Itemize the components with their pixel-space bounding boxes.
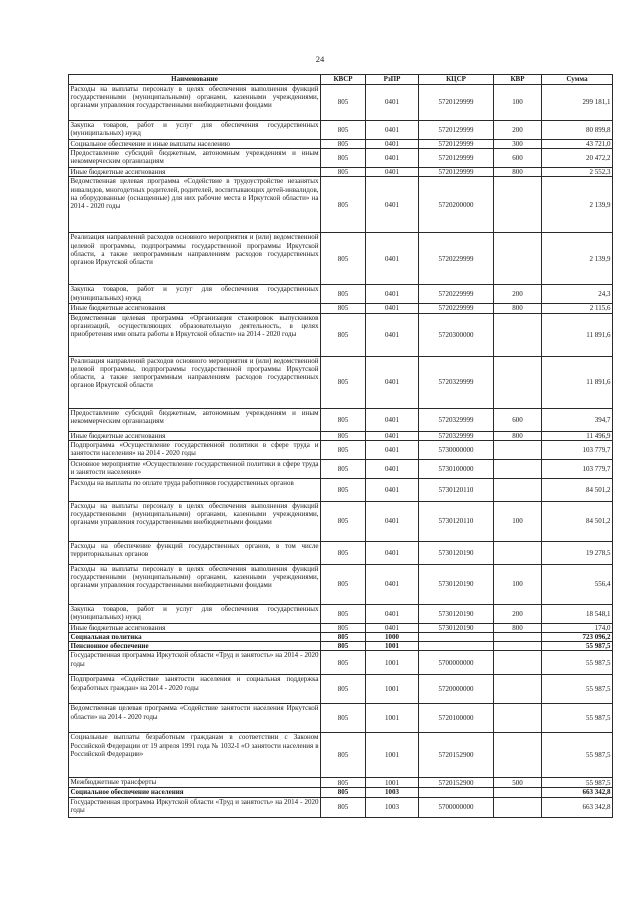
header-name: Наименование bbox=[69, 75, 321, 85]
cell-kvsr: 805 bbox=[321, 431, 366, 440]
cell-name: Подпрограмма «Осуществление государственной политики в сфере труда и занятости населения» на 2014 - 2020 годы bbox=[69, 440, 321, 459]
cell-kvr bbox=[494, 313, 542, 356]
cell-sum: 84 501,2 bbox=[542, 501, 613, 541]
cell-sum: 55 987,5 bbox=[542, 651, 613, 675]
cell-rzpr: 0401 bbox=[366, 478, 419, 501]
cell-rzpr: 1001 bbox=[366, 704, 419, 733]
cell-kcsr bbox=[419, 633, 494, 642]
cell-sum: 299 181,1 bbox=[542, 85, 613, 121]
table-row bbox=[69, 304, 613, 313]
cell-rzpr: 0401 bbox=[366, 85, 419, 121]
cell-kvsr: 805 bbox=[321, 313, 366, 356]
table-row bbox=[69, 285, 613, 304]
cell-sum: 103 779,7 bbox=[542, 440, 613, 459]
cell-kvr: 600 bbox=[494, 149, 542, 168]
cell-name: Предоставление субсидий бюджетным, автономным учреждениям и иным некоммерческим организациям bbox=[69, 149, 321, 168]
cell-rzpr: 1000 bbox=[366, 633, 419, 642]
cell-name: Социальные выплаты безработным гражданам в соответствии с Законом Российской Федерации от 19 апреля 1991 года № 1032-I «О занятости населения в Российской Федерации» bbox=[69, 733, 321, 778]
cell-kvsr: 805 bbox=[321, 733, 366, 778]
cell-name: Закупка товаров, работ и услуг для обеспечения государственных (муниципальных) нужд bbox=[69, 285, 321, 304]
cell-name: Расходы на выплаты персоналу в целях обеспечения выполнения функций государственными (муниципальными) органами, казенными учреждениями, органами управления государственными внебюджетными фондами bbox=[69, 564, 321, 604]
cell-kvsr: 805 bbox=[321, 704, 366, 733]
cell-kvr: 800 bbox=[494, 304, 542, 313]
table-row bbox=[69, 704, 613, 733]
cell-rzpr: 1003 bbox=[366, 788, 419, 797]
cell-rzpr: 0401 bbox=[366, 121, 419, 140]
cell-kvsr: 805 bbox=[321, 304, 366, 313]
cell-sum: 2 139,9 bbox=[542, 233, 613, 285]
cell-kvr: 300 bbox=[494, 140, 542, 149]
cell-rzpr: 0401 bbox=[366, 304, 419, 313]
cell-name: Расходы на выплаты персоналу в целях обеспечения выполнения функций государственными (муниципальными) органами, казенными учреждениями, органами управления государственными внебюджетными фондами bbox=[69, 85, 321, 121]
cell-name: Социальное обеспечение населения bbox=[69, 788, 321, 797]
cell-kvr: 200 bbox=[494, 285, 542, 304]
cell-kcsr: 5720129999 bbox=[419, 85, 494, 121]
cell-sum: 2 139,9 bbox=[542, 177, 613, 233]
cell-rzpr: 0401 bbox=[366, 431, 419, 440]
table-row bbox=[69, 797, 613, 817]
cell-sum: 84 501,2 bbox=[542, 478, 613, 501]
header-kvr: КВР bbox=[494, 75, 542, 85]
cell-sum: 43 721,0 bbox=[542, 140, 613, 149]
cell-kvsr: 805 bbox=[321, 797, 366, 817]
table-row bbox=[69, 313, 613, 356]
cell-rzpr: 1001 bbox=[366, 651, 419, 675]
cell-sum: 556,4 bbox=[542, 564, 613, 604]
cell-name: Социальное обеспечение и иные выплаты населению bbox=[69, 140, 321, 149]
table-row bbox=[69, 788, 613, 797]
cell-sum: 55 987,5 bbox=[542, 675, 613, 704]
cell-kcsr: 5720129999 bbox=[419, 149, 494, 168]
cell-rzpr: 1001 bbox=[366, 642, 419, 651]
cell-sum: 174,0 bbox=[542, 623, 613, 632]
cell-sum: 20 472,2 bbox=[542, 149, 613, 168]
cell-name: Расходы на обеспечение функций государственных органов, в том числе территориальных органов bbox=[69, 541, 321, 564]
cell-rzpr: 0401 bbox=[366, 541, 419, 564]
cell-name: Расходы на выплаты персоналу в целях обеспечения выполнения функций государственными (муниципальными) органами, казенными учреждениями, органами управления государственными внебюджетными фондами bbox=[69, 501, 321, 541]
cell-name: Государственная программа Иркутской области «Труд и занятость» на 2014 - 2020 годы bbox=[69, 651, 321, 675]
cell-kvr: 800 bbox=[494, 623, 542, 632]
cell-name: Иные бюджетные ассигнования bbox=[69, 623, 321, 632]
cell-sum: 11 891,6 bbox=[542, 356, 613, 408]
cell-sum: 663 342,8 bbox=[542, 788, 613, 797]
table-row bbox=[69, 440, 613, 459]
table-row bbox=[69, 564, 613, 604]
header-sum: Сумма bbox=[542, 75, 613, 85]
table-row bbox=[69, 149, 613, 168]
cell-kcsr: 5730120110 bbox=[419, 501, 494, 541]
cell-kvsr: 805 bbox=[321, 778, 366, 788]
cell-rzpr: 0401 bbox=[366, 604, 419, 623]
cell-kcsr: 5700000000 bbox=[419, 651, 494, 675]
page-number: 24 bbox=[315, 54, 325, 64]
table-row bbox=[69, 623, 613, 632]
cell-kvr: 200 bbox=[494, 121, 542, 140]
cell-kvsr: 805 bbox=[321, 478, 366, 501]
cell-kvsr: 805 bbox=[321, 408, 366, 431]
cell-sum: 11 891,6 bbox=[542, 313, 613, 356]
cell-rzpr: 1003 bbox=[366, 797, 419, 817]
cell-name: Закупка товаров, работ и услуг для обеспечения государственных (муниципальных) нужд bbox=[69, 121, 321, 140]
cell-sum: 80 899,8 bbox=[542, 121, 613, 140]
header-kvsr: КВСР bbox=[321, 75, 366, 85]
table-body bbox=[69, 85, 613, 818]
cell-kvr: 100 bbox=[494, 85, 542, 121]
cell-kvsr: 805 bbox=[321, 285, 366, 304]
header-rzpr: РзПР bbox=[366, 75, 419, 85]
cell-kvsr: 805 bbox=[321, 501, 366, 541]
table-row bbox=[69, 431, 613, 440]
cell-sum: 2 552,3 bbox=[542, 168, 613, 177]
cell-sum: 55 987,5 bbox=[542, 778, 613, 788]
cell-kvr bbox=[494, 675, 542, 704]
cell-kcsr: 5720152900 bbox=[419, 778, 494, 788]
table-row bbox=[69, 633, 613, 642]
cell-kcsr: 5730100000 bbox=[419, 459, 494, 478]
cell-name: Ведомственная целевая программа «Организация стажировок выпускников организаций, осуществляющих образовательную деятельность, в целях приобретения ими опыта работы в Иркутской области» на 2014 - 2020 годы bbox=[69, 313, 321, 356]
cell-kcsr: 5730120190 bbox=[419, 604, 494, 623]
cell-sum: 55 987,5 bbox=[542, 642, 613, 651]
cell-rzpr: 0401 bbox=[366, 168, 419, 177]
cell-rzpr: 1001 bbox=[366, 778, 419, 788]
cell-kvsr: 805 bbox=[321, 651, 366, 675]
cell-kvr bbox=[494, 541, 542, 564]
cell-kvr: 500 bbox=[494, 778, 542, 788]
table-row bbox=[69, 541, 613, 564]
cell-rzpr: 0401 bbox=[366, 285, 419, 304]
cell-kvsr: 805 bbox=[321, 604, 366, 623]
cell-kcsr: 5730120110 bbox=[419, 478, 494, 501]
cell-kvr bbox=[494, 440, 542, 459]
cell-rzpr: 0401 bbox=[366, 501, 419, 541]
cell-kcsr: 5720329999 bbox=[419, 431, 494, 440]
cell-kcsr: 5720129999 bbox=[419, 168, 494, 177]
cell-name: Основное мероприятие «Осуществление государственной политики в сфере труда и занятости населения» bbox=[69, 459, 321, 478]
cell-name: Иные бюджетные ассигнования bbox=[69, 304, 321, 313]
cell-kvsr: 805 bbox=[321, 233, 366, 285]
table-row bbox=[69, 604, 613, 623]
cell-sum: 55 987,5 bbox=[542, 733, 613, 778]
cell-rzpr: 0401 bbox=[366, 408, 419, 431]
cell-kvr bbox=[494, 788, 542, 797]
cell-sum: 2 115,6 bbox=[542, 304, 613, 313]
cell-kcsr: 5720329999 bbox=[419, 356, 494, 408]
cell-kcsr: 5720229999 bbox=[419, 285, 494, 304]
cell-rzpr: 0401 bbox=[366, 564, 419, 604]
table-row bbox=[69, 651, 613, 675]
cell-sum: 55 987,5 bbox=[542, 704, 613, 733]
cell-rzpr: 0401 bbox=[366, 177, 419, 233]
cell-kvsr: 805 bbox=[321, 440, 366, 459]
cell-name: Подпрограмма «Содействие занятости населения и социальная поддержка безработных граждан» на 2014 - 2020 годы bbox=[69, 675, 321, 704]
cell-kvsr: 805 bbox=[321, 140, 366, 149]
cell-kvr bbox=[494, 459, 542, 478]
cell-kvr bbox=[494, 797, 542, 817]
cell-rzpr: 0401 bbox=[366, 233, 419, 285]
header-kcsr: КЦСР bbox=[419, 75, 494, 85]
cell-rzpr: 1001 bbox=[366, 675, 419, 704]
cell-kvsr: 805 bbox=[321, 121, 366, 140]
cell-kcsr: 5720329999 bbox=[419, 408, 494, 431]
cell-kcsr bbox=[419, 788, 494, 797]
cell-name: Межбюджетные трансферты bbox=[69, 778, 321, 788]
cell-kvr bbox=[494, 478, 542, 501]
cell-kcsr: 5720229999 bbox=[419, 233, 494, 285]
cell-kcsr: 5720129999 bbox=[419, 140, 494, 149]
table-row bbox=[69, 121, 613, 140]
cell-kvsr: 805 bbox=[321, 168, 366, 177]
cell-kvsr: 805 bbox=[321, 177, 366, 233]
cell-name: Реализация направлений расходов основного мероприятия и (или) ведомственной целевой программы, подпрограммы государственной программы Иркутской области, а также непрограммным направлениям расходов государственных органов Иркутской области bbox=[69, 356, 321, 408]
cell-name: Социальная политика bbox=[69, 633, 321, 642]
cell-kvsr: 805 bbox=[321, 623, 366, 632]
cell-kvsr: 805 bbox=[321, 564, 366, 604]
table-row bbox=[69, 675, 613, 704]
cell-kvsr: 805 bbox=[321, 149, 366, 168]
cell-kcsr: 5720300000 bbox=[419, 313, 494, 356]
table-row bbox=[69, 85, 613, 121]
table-row bbox=[69, 168, 613, 177]
table-row bbox=[69, 140, 613, 149]
table-row bbox=[69, 733, 613, 778]
cell-rzpr: 0401 bbox=[366, 623, 419, 632]
table-row bbox=[69, 478, 613, 501]
cell-rzpr: 0401 bbox=[366, 440, 419, 459]
cell-kvr: 800 bbox=[494, 431, 542, 440]
cell-kvr bbox=[494, 633, 542, 642]
cell-name: Иные бюджетные ассигнования bbox=[69, 168, 321, 177]
cell-kvsr: 805 bbox=[321, 356, 366, 408]
cell-sum: 663 342,8 bbox=[542, 797, 613, 817]
cell-kvr bbox=[494, 642, 542, 651]
cell-name: Предоставление субсидий бюджетным, автономным учреждениям и иным некоммерческим организациям bbox=[69, 408, 321, 431]
cell-kvr: 100 bbox=[494, 564, 542, 604]
cell-kcsr: 5730120190 bbox=[419, 623, 494, 632]
cell-kvr: 800 bbox=[494, 168, 542, 177]
cell-kvsr: 805 bbox=[321, 788, 366, 797]
cell-kcsr: 5720000000 bbox=[419, 675, 494, 704]
cell-kcsr: 5720229999 bbox=[419, 304, 494, 313]
cell-kcsr bbox=[419, 642, 494, 651]
cell-kvsr: 805 bbox=[321, 85, 366, 121]
cell-kcsr: 5720200000 bbox=[419, 177, 494, 233]
table-row bbox=[69, 177, 613, 233]
table-row bbox=[69, 356, 613, 408]
cell-kvr bbox=[494, 233, 542, 285]
budget-table bbox=[68, 74, 613, 818]
cell-kvr: 600 bbox=[494, 408, 542, 431]
cell-kvr bbox=[494, 704, 542, 733]
cell-kvsr: 805 bbox=[321, 541, 366, 564]
cell-sum: 19 278,5 bbox=[542, 541, 613, 564]
table-row bbox=[69, 408, 613, 431]
cell-rzpr: 0401 bbox=[366, 140, 419, 149]
cell-kvsr: 805 bbox=[321, 459, 366, 478]
cell-kcsr: 5720100000 bbox=[419, 704, 494, 733]
cell-name: Ведомственная целевая программа «Содействие занятости населения Иркутской области» на 2014 - 2020 годы bbox=[69, 704, 321, 733]
cell-kvr bbox=[494, 356, 542, 408]
cell-kcsr: 5700000000 bbox=[419, 797, 494, 817]
table-row bbox=[69, 778, 613, 788]
table-row bbox=[69, 642, 613, 651]
cell-kcsr: 5720129999 bbox=[419, 121, 494, 140]
cell-rzpr: 0401 bbox=[366, 459, 419, 478]
cell-kvr: 100 bbox=[494, 501, 542, 541]
cell-name: Реализация направлений расходов основного мероприятия и (или) ведомственной целевой программы, подпрограммы государственной программы Иркутской области, а также непрограммным направлениям расходов государственных органов Иркутской области bbox=[69, 233, 321, 285]
cell-rzpr: 1001 bbox=[366, 733, 419, 778]
cell-sum: 103 779,7 bbox=[542, 459, 613, 478]
cell-kvsr: 805 bbox=[321, 675, 366, 704]
cell-kvr bbox=[494, 733, 542, 778]
table-row bbox=[69, 233, 613, 285]
cell-kvr: 200 bbox=[494, 604, 542, 623]
cell-name: Расходы на выплаты по оплате труда работников государственных органов bbox=[69, 478, 321, 501]
cell-name: Закупка товаров, работ и услуг для обеспечения государственных (муниципальных) нужд bbox=[69, 604, 321, 623]
cell-kcsr: 5730120190 bbox=[419, 541, 494, 564]
cell-rzpr: 0401 bbox=[366, 356, 419, 408]
cell-rzpr: 0401 bbox=[366, 149, 419, 168]
cell-name: Государственная программа Иркутской области «Труд и занятость» на 2014 - 2020 годы bbox=[69, 797, 321, 817]
cell-rzpr: 0401 bbox=[366, 313, 419, 356]
cell-kvsr: 805 bbox=[321, 642, 366, 651]
cell-kvsr: 805 bbox=[321, 633, 366, 642]
table-header-row bbox=[69, 75, 613, 85]
cell-sum: 723 096,2 bbox=[542, 633, 613, 642]
table-row bbox=[69, 501, 613, 541]
cell-sum: 394,7 bbox=[542, 408, 613, 431]
cell-kcsr: 5720152900 bbox=[419, 733, 494, 778]
cell-sum: 24,3 bbox=[542, 285, 613, 304]
cell-kcsr: 5730000000 bbox=[419, 440, 494, 459]
cell-kvr bbox=[494, 177, 542, 233]
cell-sum: 11 496,9 bbox=[542, 431, 613, 440]
cell-kcsr: 5730120190 bbox=[419, 564, 494, 604]
cell-name: Ведомственная целевая программа «Содействие в трудоустройстве незанятых инвалидов, многодетных родителей, родителей, воспитывающих детей-инвалидов, на оборудованные (оснащенные) для них рабочие места в Иркутской области» на 2014 - 2020 годы bbox=[69, 177, 321, 233]
cell-sum: 18 548,1 bbox=[542, 604, 613, 623]
table-row bbox=[69, 459, 613, 478]
cell-name: Пенсионное обеспечение bbox=[69, 642, 321, 651]
cell-name: Иные бюджетные ассигнования bbox=[69, 431, 321, 440]
cell-kvr bbox=[494, 651, 542, 675]
